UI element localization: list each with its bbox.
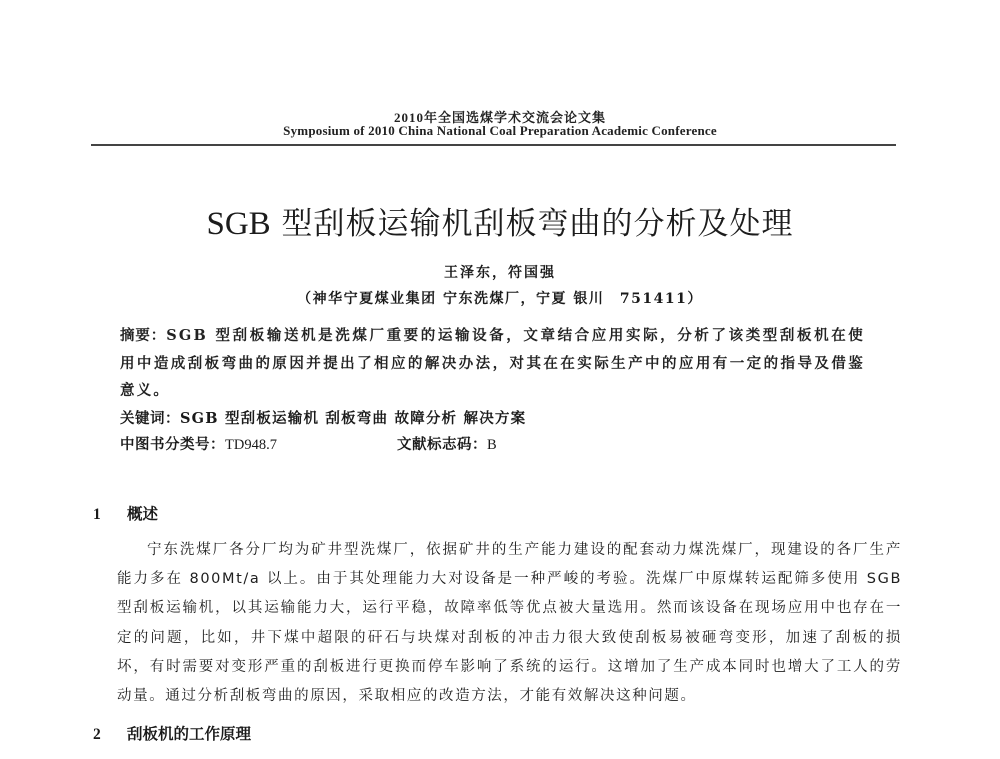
paper-title bbox=[0, 198, 1000, 243]
abstract-text: SGB 型刮板输送机是洗煤厂重要的运输设备，文章结合应用实际，分析了该类型刮板机在使用中造成刮板弯曲的原因并提出了相应的解决办法，对其在在实际生产中的应用有一定的指导及借鉴意义。 bbox=[120, 327, 865, 399]
document-code-label: 文献标志码： bbox=[397, 437, 487, 453]
document-code-value: B bbox=[487, 437, 497, 453]
authors: 王泽东，符国强 bbox=[444, 265, 556, 281]
keywords-text: SGB 型刮板运输机 刮板弯曲 故障分析 解决方案 bbox=[180, 410, 527, 427]
section-number: 1 bbox=[93, 506, 101, 523]
section-title: 刮板机的工作原理 bbox=[127, 725, 252, 743]
running-head-chinese: 2010年全国选煤学术交流会论文集 bbox=[393, 110, 606, 125]
section-1-paragraph: 宁东洗煤厂各分厂均为矿井型洗煤厂，依据矿井的生产能力建设的配套动力煤洗煤厂，现建设的各厂生产能力多在 800Mt/a 以上。由于其处理能力大对设备是一种严峻的考验。洗煤厂中原煤转运配筛多使用 SGB 型刮板运输机，以其运输能力大，运行平稳，故障率低等优点被大量选用。然而该设备在现场应用中也存在一定的问题，比如，井下煤中超限的矸石与块煤对刮板的冲击力很大致使刮板易被砸弯变形，加速了刮板的损坏，有时需要对变形严重的刮板进行更换而停车影响了系统的运行。这增加了生产成本同时也增大了工人的劳动量。通过分析刮板弯曲的原因，采取相应的改造方法，才能有效解决这种问题。 bbox=[117, 542, 902, 705]
keywords bbox=[120, 407, 526, 428]
paper-title-model: SGB bbox=[206, 206, 271, 242]
document-code bbox=[397, 433, 497, 454]
abstract-label: 摘要： bbox=[120, 328, 167, 344]
header-rule bbox=[91, 144, 896, 146]
classification bbox=[120, 433, 277, 454]
section-heading-1 bbox=[93, 502, 158, 524]
keywords-label: 关键词： bbox=[120, 411, 180, 427]
affiliation: （神华宁夏煤业集团 宁东洗煤厂，宁夏 银川 751411） bbox=[297, 291, 703, 307]
running-head-english: Symposium of 2010 China National Coal Preparation Academic Conference bbox=[283, 123, 717, 138]
abstract bbox=[120, 322, 865, 404]
paper-title-text: 型刮板运输机刮板弯曲的分析及处理 bbox=[281, 206, 794, 242]
section-title: 概述 bbox=[127, 505, 159, 523]
classification-label: 中图书分类号： bbox=[120, 437, 225, 453]
classification-value: TD948.7 bbox=[225, 437, 277, 453]
section-heading-2 bbox=[93, 722, 251, 744]
section-number: 2 bbox=[93, 726, 101, 743]
